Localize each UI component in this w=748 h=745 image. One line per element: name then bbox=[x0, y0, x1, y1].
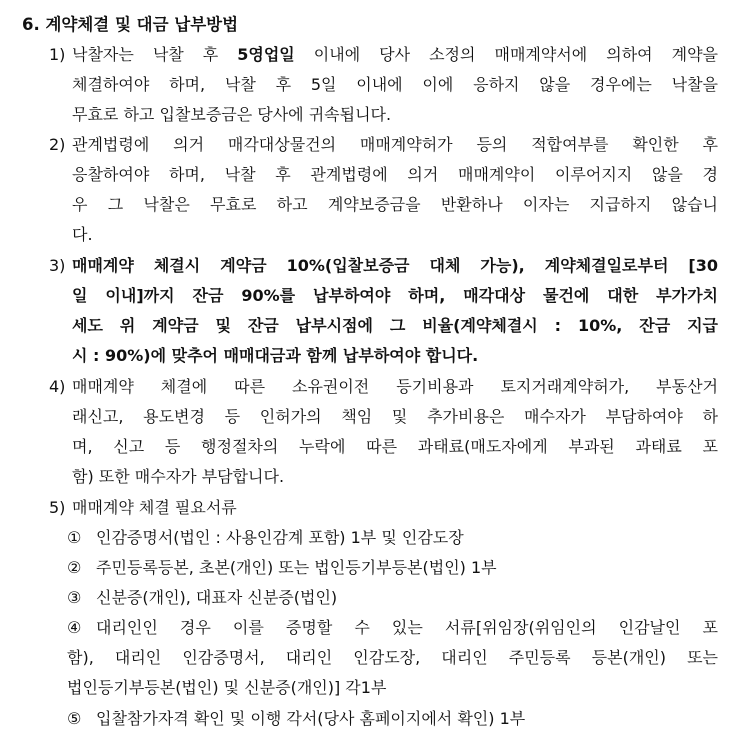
doc-number: ⑤ bbox=[67, 709, 82, 728]
item-line bbox=[72, 40, 718, 70]
section-heading: 6. 계약체결 및 대금 납부방법 bbox=[22, 15, 239, 34]
item-line: 관계법령에 의거 매각대상물건의 매매계약허가 등의 적합여부를 확인한 후 bbox=[72, 135, 718, 154]
item-line: 매매계약 체결 필요서류 bbox=[72, 498, 237, 517]
item-text-emphasis: 5영업일 bbox=[237, 45, 295, 64]
item-line: 시 : 90%)에 맞추어 매매대금과 함께 납부하여야 합니다. bbox=[72, 346, 479, 365]
item-number: 3) bbox=[49, 256, 66, 275]
item-number: 2) bbox=[49, 135, 66, 154]
item-line: 일 이내]까지 잔금 90%를 납부하여야 하며, 매각대상 물건에 대한 부가가치 bbox=[72, 286, 718, 305]
item-number: 4) bbox=[49, 377, 66, 396]
doc-number: ④ bbox=[67, 618, 82, 637]
doc-number: ② bbox=[67, 558, 82, 577]
item-line: 무효로 하고 입찰보증금은 당사에 귀속됩니다. bbox=[72, 105, 392, 124]
doc-line: 법인등기부등본(법인) 및 신분증(개인)] 각1부 bbox=[67, 678, 387, 697]
doc-line: 인감증명서(법인 : 사용인감계 포함) 1부 및 인감도장 bbox=[96, 528, 464, 547]
item-number: 1) bbox=[49, 45, 66, 64]
doc-line: 주민등록등본, 초본(개인) 또는 법인등기부등본(법인) 1부 bbox=[96, 558, 497, 577]
item-line: 세도 위 계약금 및 잔금 납부시점에 그 비율(계약체결시 : 10%, 잔금 지급 bbox=[72, 316, 718, 335]
item-line: 우 그 낙찰은 무효로 하고 계약보증금을 반환하나 이자는 지급하지 않습니 bbox=[72, 195, 718, 214]
doc-number: ③ bbox=[67, 588, 82, 607]
item-text: 이내에 당사 소정의 매매계약서에 의하여 계약을 bbox=[294, 45, 718, 64]
item-line: 래신고, 용도변경 등 인허가의 책임 및 추가비용은 매수자가 부담하여야 하 bbox=[72, 407, 718, 426]
item-line: 함) 또한 매수자가 부담합니다. bbox=[72, 467, 285, 486]
item-line: 응찰하여야 하며, 낙찰 후 관계법령에 의거 매매계약이 이루어지지 않을 경 bbox=[72, 165, 718, 184]
item-line: 체결하여야 하며, 낙찰 후 5일 이내에 이에 응하지 않을 경우에는 낙찰을 bbox=[72, 75, 718, 94]
item-line: 매매계약 체결시 계약금 10%(입찰보증금 대체 가능), 계약체결일로부터 [30 bbox=[72, 256, 718, 275]
item-line: 며, 신고 등 행정절차의 누락에 따른 과태료(매도자에게 부과된 과태료 포 bbox=[72, 437, 718, 456]
item-number: 5) bbox=[49, 498, 66, 517]
item-line: 다. bbox=[72, 225, 93, 244]
doc-line: 입찰참가자격 확인 및 이행 각서(당사 홈페이지에서 확인) 1부 bbox=[96, 709, 526, 728]
doc-line: 대리인인 경우 이를 증명할 수 있는 서류[위임장(위임인의 인감날인 포 bbox=[96, 618, 718, 637]
item-line: 매매계약 체결에 따른 소유권이전 등기비용과 토지거래계약허가, 부동산거 bbox=[72, 377, 718, 396]
doc-line: 신분증(개인), 대표자 신분증(법인) bbox=[96, 588, 338, 607]
doc-number: ① bbox=[67, 528, 82, 547]
item-text: 낙찰자는 낙찰 후 bbox=[72, 45, 238, 64]
doc-line: 함), 대리인 인감증명서, 대리인 인감도장, 대리인 주민등록 등본(개인) 또는 bbox=[67, 648, 718, 667]
